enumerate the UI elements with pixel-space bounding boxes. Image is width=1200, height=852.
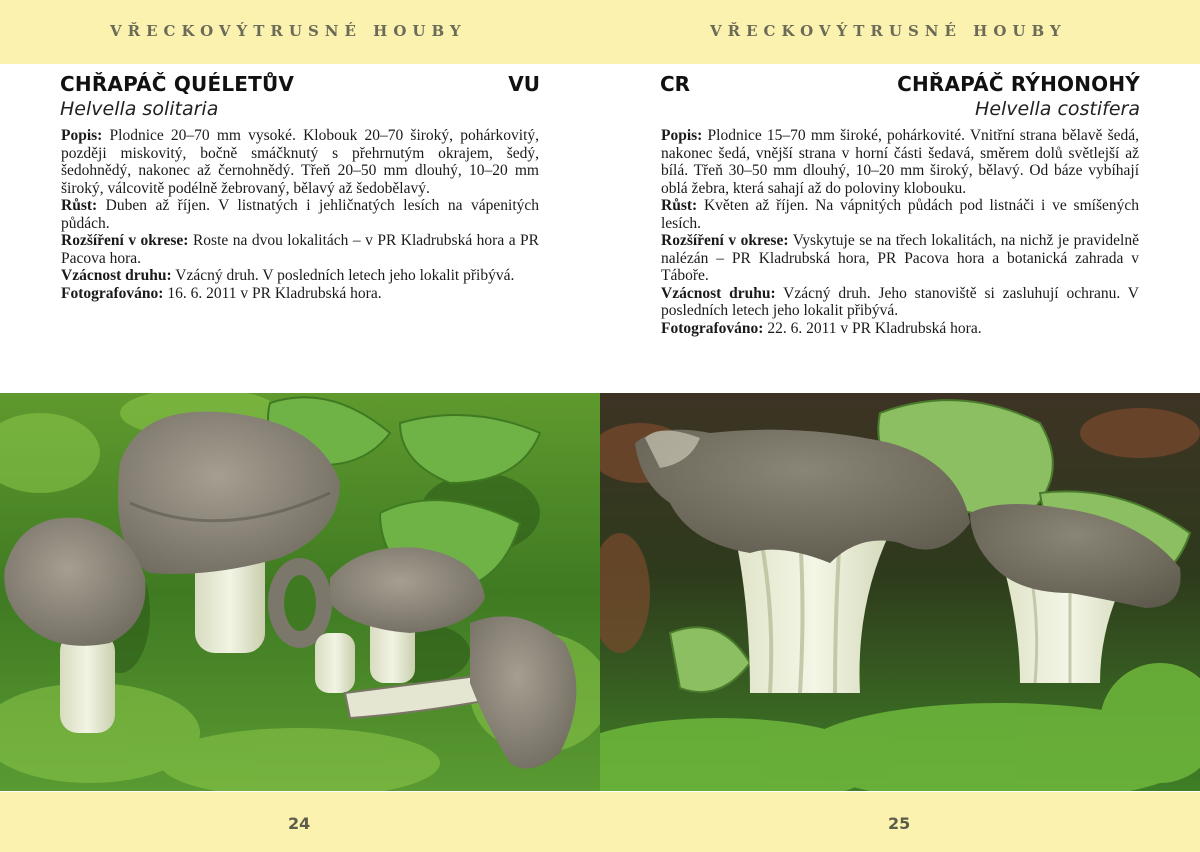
section-label: Popis:	[661, 127, 703, 144]
running-head-band	[600, 0, 1200, 64]
section-label: Rozšíření v okrese:	[661, 232, 789, 249]
section-description	[661, 127, 1139, 197]
section-label: Popis:	[61, 127, 103, 144]
section-label: Růst:	[661, 197, 698, 214]
species-latin-name: Helvella solitaria	[60, 98, 219, 120]
page-number: 25	[888, 814, 911, 833]
section-photographed	[661, 320, 1139, 338]
species-czech-name: CHŘAPÁČ QUÉLETŮV	[60, 72, 295, 96]
section-text: Vyskytuje se na třech lokalitách, na nichž je pravidelně nalézán – PR Kladrubská hora, PR Pacova hora a botanická zahrada v Táboře.	[661, 232, 1139, 284]
section-rarity	[61, 267, 539, 285]
section-text: Duben až říjen. V listnatých i jehličnatých lesích na vápenitých půdách.	[61, 197, 540, 232]
page-right	[600, 0, 1200, 852]
section-label: Vzácnost druhu:	[61, 267, 172, 284]
section-text: Vzácný druh. Jeho stanoviště si zasluhují ochranu. V posledních letech jeho lokalit přibývá.	[661, 284, 1139, 319]
section-description	[61, 127, 539, 197]
section-text: Plodnice 20–70 mm vysoké. Klobouk 20–70 široký, pohárkovitý, později miskovitý, bočně smáčknutý s přehrnutým okrajem, šedý, šedohnědý, nakonec až černohnědý. Třeň 20–50 mm dlouhý, 10–20 mm široký, válcovitě podélně žebrovaný, bělavý až šedobělavý.	[61, 127, 540, 197]
section-growth	[661, 197, 1139, 232]
section-photographed	[61, 285, 539, 303]
section-text: Květen až říjen. Na vápnitých půdách pod listnáči i ve smíšených lesích.	[661, 197, 1139, 232]
section-rarity	[661, 285, 1139, 320]
section-text: Roste na dvou lokalitách – v PR Kladrubská hora a PR Pacova hora.	[61, 232, 540, 267]
species-title	[60, 72, 540, 98]
species-title	[660, 72, 1140, 98]
status-badge: CR	[660, 72, 691, 96]
section-text: Vzácný druh. V posledních letech jeho lokalit přibývá.	[175, 267, 515, 284]
section-text: 22. 6. 2011 v PR Kladrubská hora.	[767, 319, 982, 337]
section-label: Fotografováno:	[661, 319, 764, 337]
species-photo	[600, 393, 1200, 791]
footer-band	[0, 792, 600, 852]
section-label: Růst:	[61, 197, 98, 214]
species-description	[661, 127, 1139, 337]
status-badge: VU	[508, 72, 540, 96]
running-head: VŘECKOVÝTRUSNÉ HOUBY	[110, 22, 467, 40]
species-photo	[0, 393, 600, 791]
section-label: Rozšíření v okrese:	[61, 232, 189, 249]
species-latin-name: Helvella costifera	[975, 98, 1140, 120]
section-label: Fotografováno:	[61, 284, 164, 302]
running-head-band	[0, 0, 600, 64]
section-distribution	[61, 232, 539, 267]
section-growth	[61, 197, 539, 232]
section-text: 16. 6. 2011 v PR Kladrubská hora.	[167, 284, 382, 302]
species-description	[61, 127, 539, 302]
section-distribution	[661, 232, 1139, 285]
species-czech-name: CHŘAPÁČ RÝHONOHÝ	[897, 72, 1140, 96]
section-label: Vzácnost druhu:	[661, 284, 776, 302]
footer-band	[600, 792, 1200, 852]
running-head: VŘECKOVÝTRUSNÉ HOUBY	[710, 22, 1067, 40]
page-number: 24	[288, 814, 311, 833]
section-text: Plodnice 15–70 mm široké, pohárkovité. Vnitřní strana bělavě šedá, nakonec šedá, vnější strana v horní části šedavá, směrem dolů světlejší až bílá. Třeň 30–50 mm dlouhý, 10–20 mm široký, bělavý. Od báze vybíhají oblá žebra, která sahají až do poloviny klobouku.	[661, 127, 1139, 197]
